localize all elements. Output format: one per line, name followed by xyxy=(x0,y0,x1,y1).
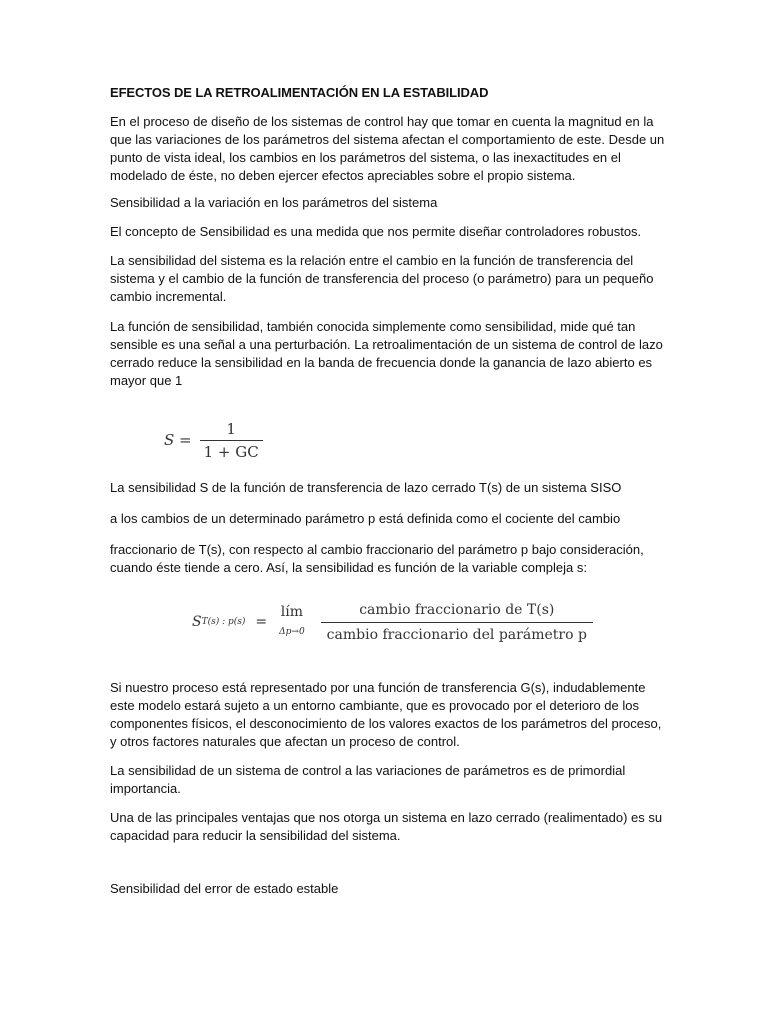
formula-numerator: 1 xyxy=(226,419,236,438)
paragraph-sensitivity-function: La función de sensibilidad, también conocida simplemente como sensibilidad, mide qué tan sensible es una señal a una perturbación. La retroalimentación de un sistema de control de lazo cerrado reduce la sensibilidad en la banda de frecuencia donde la ganancia de lazo abierto es mayor que 1 xyxy=(110,319,663,388)
document-title: EFECTOS DE LA RETROALIMENTACIÓN EN LA ESTABILIDAD xyxy=(110,85,489,100)
paragraph-closed-loop-advantage: Una de las principales ventajas que nos otorga un sistema en lazo cerrado (realimentado) es su capacidad para reducir la sensibilidad del sistema. xyxy=(110,810,663,843)
formula-sensitivity-limit xyxy=(192,593,670,651)
formula2-equals: = xyxy=(255,614,268,630)
formula2-lim-sub: Δp→0 xyxy=(279,627,305,637)
paragraph-closed-loop-a: La sensibilidad S de la función de transferencia de lazo cerrado T(s) de un sistema SISO xyxy=(110,480,622,495)
section-subtitle-sensitivity: Sensibilidad a la variación en los parámetros del sistema xyxy=(110,195,438,210)
formula-lhs: S = xyxy=(164,431,192,449)
formula-sensitivity xyxy=(164,414,670,466)
formula2-fraction xyxy=(321,601,593,644)
paragraph-closed-loop-c: fraccionario de T(s), con respecto al cambio fraccionario del parámetro p bajo consideración, cuando éste tiende a cero. Así, la sensibilidad es función de la variable compleja s: xyxy=(110,542,644,575)
paragraph-closed-loop-b: a los cambios de un determinado parámetro p está definida como el cociente del cambio xyxy=(110,511,621,526)
formula2-symbol: S xyxy=(192,614,202,630)
formula2-lim-label: lím xyxy=(280,604,304,620)
paragraph-sensitivity-definition: La sensibilidad del sistema es la relación entre el cambio en la función de transferencia del sistema y el cambio de la función de transferencia del proceso (o parámetro) para un pequeño cambio incremental. xyxy=(110,253,654,304)
paragraph-importance: La sensibilidad de un sistema de control a las variaciones de parámetros es de primordial importancia. xyxy=(110,763,626,796)
section-subtitle-steady-state: Sensibilidad del error de estado estable xyxy=(110,881,339,896)
formula2-subscript: T(s) : p(s) xyxy=(201,617,246,627)
paragraph-intro: En el proceso de diseño de los sistemas de control hay que tomar en cuenta la magnitud en la que las variaciones de los parámetros del sistema afectan el comportamiento de este. Desde un punto de vista ideal, los cambios en los parámetros del sistema, o las inexactitudes en el modelado de éste, no deben ejercer efectos apreciables sobre el propio sistema. xyxy=(110,114,665,183)
formula2-limit xyxy=(279,603,305,641)
document-body xyxy=(110,84,670,898)
paragraph-sensitivity-concept: El concepto de Sensibilidad es una medida que nos permite diseñar controladores robustos. xyxy=(110,224,642,239)
formula2-numerator: cambio fraccionario de T(s) xyxy=(359,601,555,618)
paragraph-transfer-function: Si nuestro proceso está representado por una función de transferencia G(s), indudablemente este modelo estará sujeto a un entorno cambiante, que es provocado por el deterioro de los componentes físicos, el desconocimiento de los valores exactos de los parámetros del proceso, y otros factores naturales que afectan un proceso de control. xyxy=(110,680,662,749)
formula-fraction xyxy=(200,420,263,461)
formula-denominator: 1 + GC xyxy=(200,440,263,461)
formula2-denominator: cambio fraccionario del parámetro p xyxy=(321,622,593,644)
